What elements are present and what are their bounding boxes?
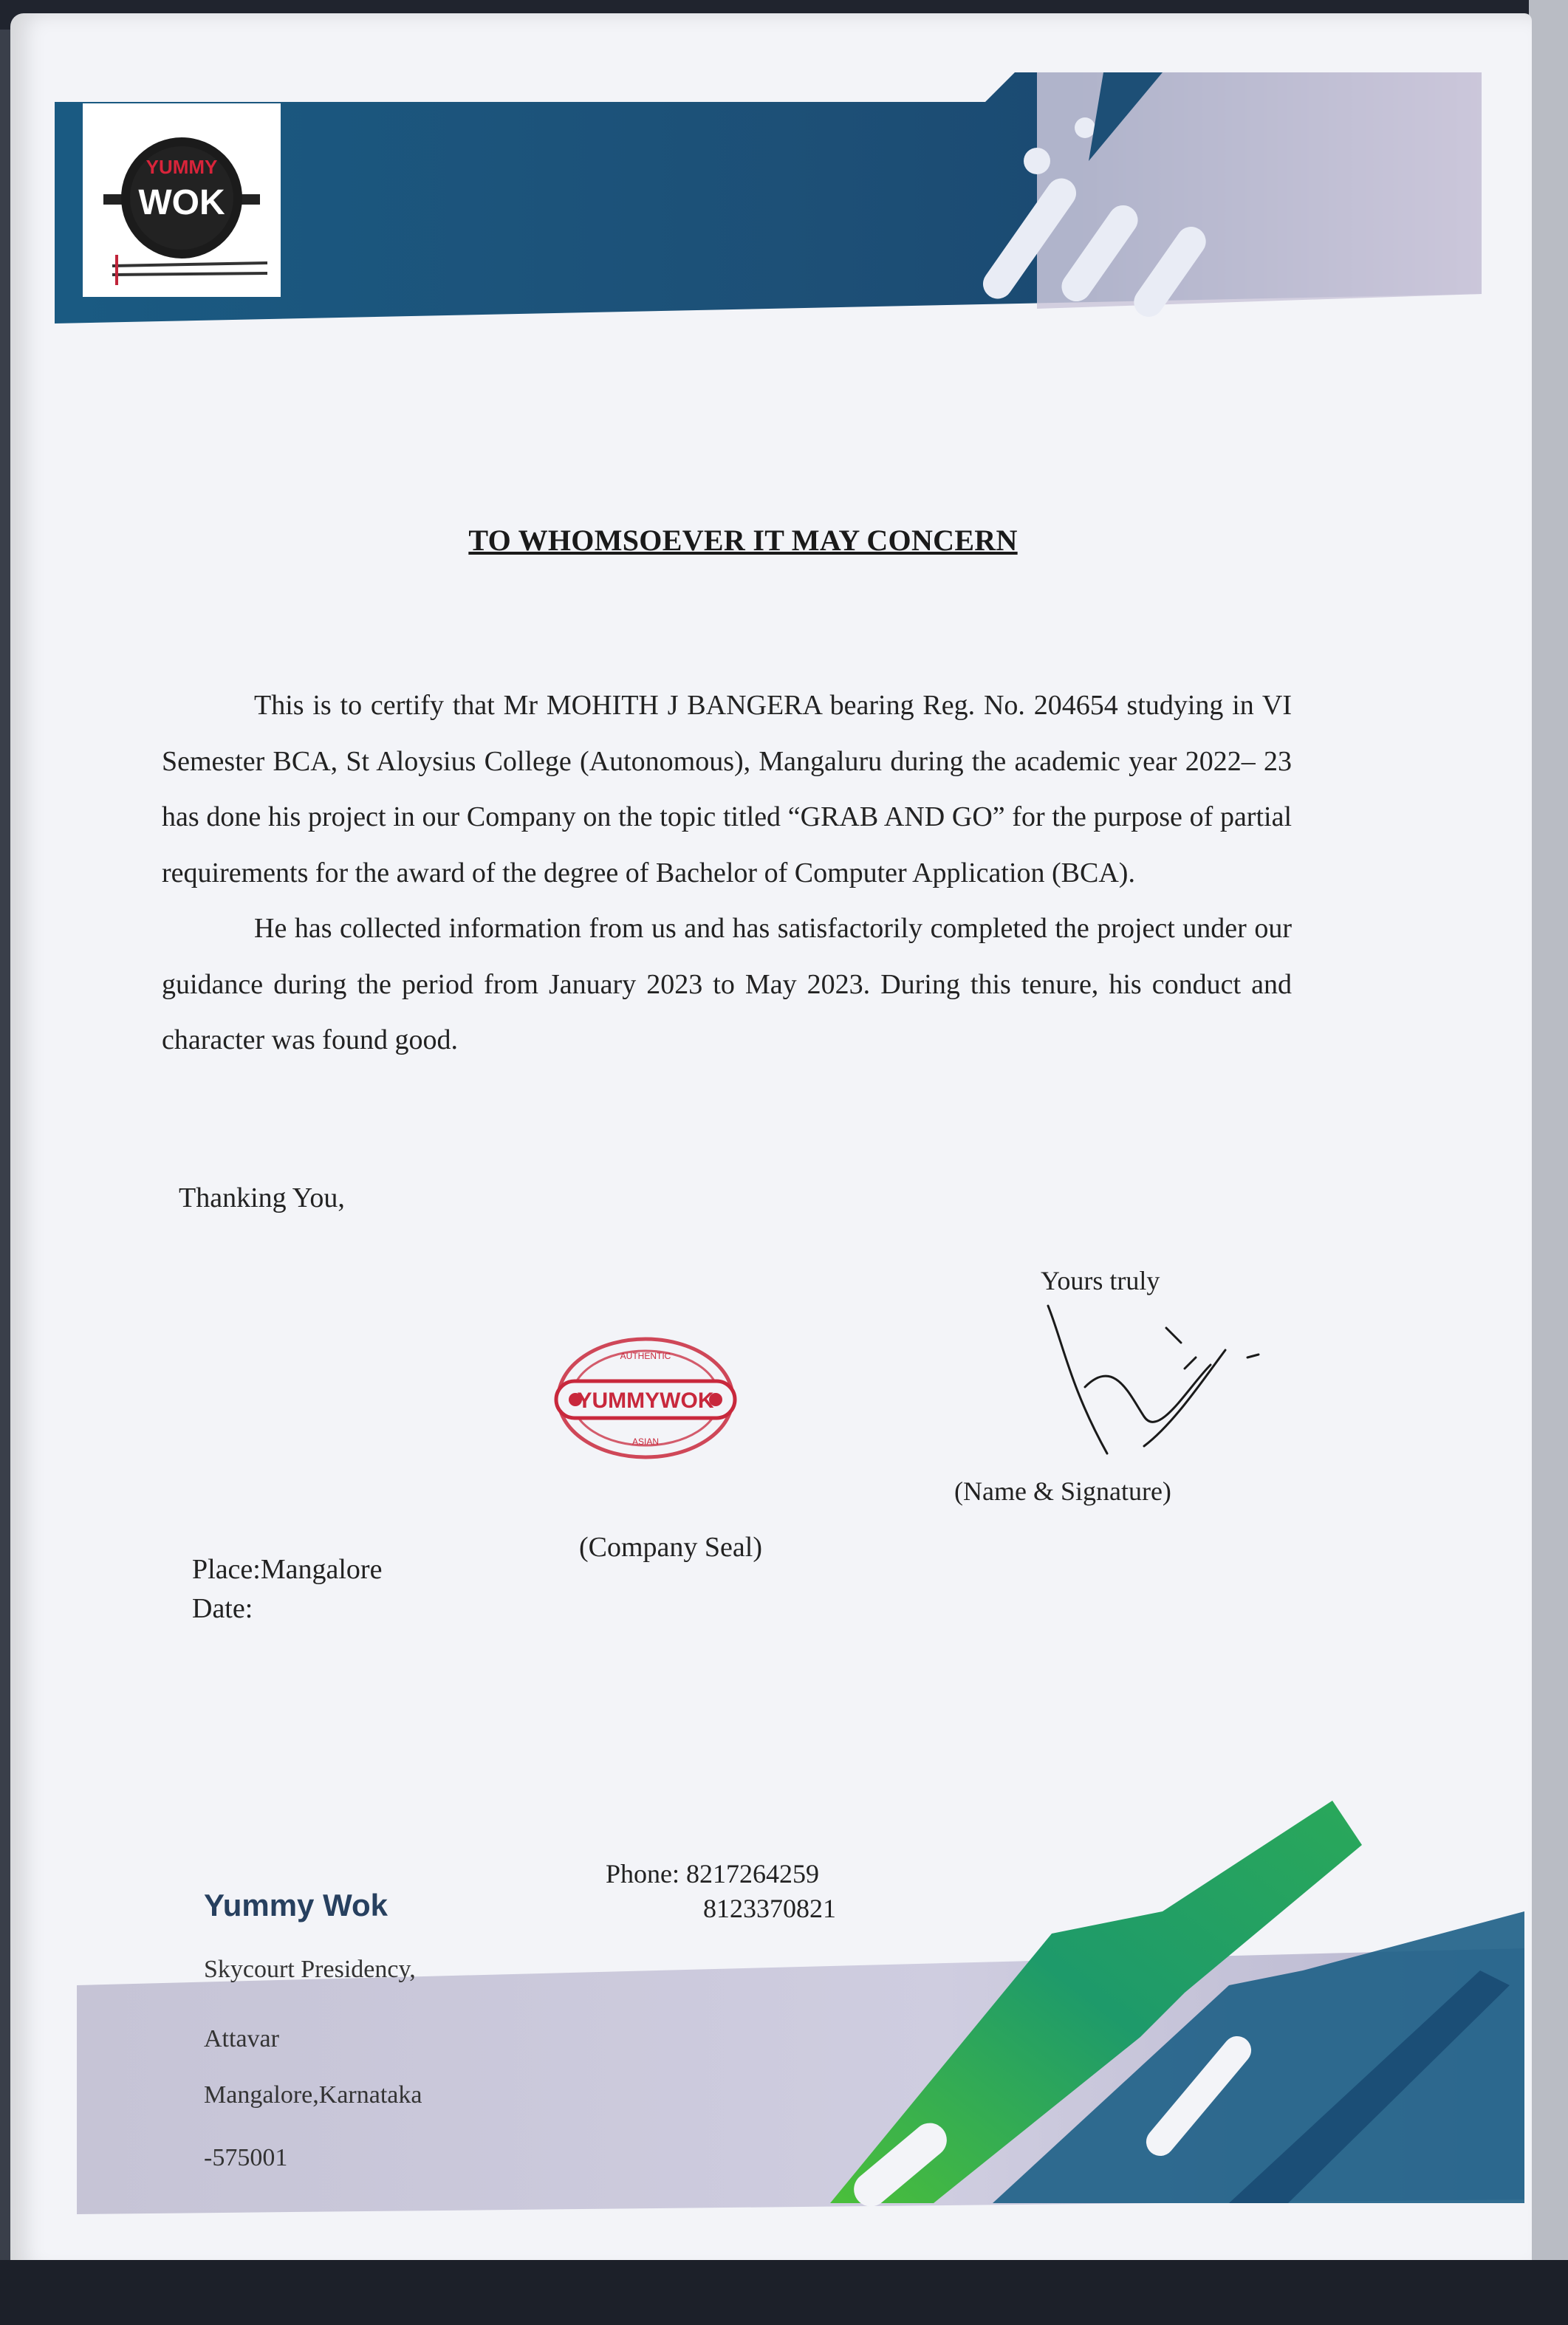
footer-company-name: Yummy Wok [204, 1888, 388, 1922]
seal-ring-bottom-text: ASIAN [631, 1437, 660, 1447]
footer-address-line-1: Skycourt Presidency, [204, 1956, 416, 1983]
yours-truly-text: Yours truly [1041, 1266, 1160, 1295]
handwritten-signature [1033, 1298, 1270, 1476]
logo-text-main: WOK [138, 183, 225, 222]
background-right [1529, 0, 1568, 2325]
footer-phone-2: 8123370821 [703, 1894, 836, 1923]
footer-address-line-2: Attavar [204, 2025, 279, 2052]
letter-page [10, 13, 1532, 2273]
name-signature-label: (Name & Signature) [954, 1476, 1171, 1506]
seal-text: YUMMYWOK [577, 1389, 714, 1413]
seal-ring-top-text: AUTHENTIC [620, 1351, 671, 1361]
background-bottom [0, 2260, 1568, 2325]
letter-title: TO WHOMSOEVER IT MAY CONCERN [468, 524, 1018, 557]
footer-address-line-4: -575001 [204, 2144, 288, 2171]
letter-body [162, 678, 1292, 1069]
logo-text-top: YUMMY [145, 156, 218, 178]
footer-phone-1: Phone: 8217264259 [606, 1859, 820, 1889]
paragraph-2: He has collected information from us and has satisfactorily completed the project under our guidance during the period from January 2023 to May 2023. During this tenure, his conduct and character was found good. [162, 913, 1292, 1055]
company-seal-label: (Company Seal) [579, 1532, 763, 1563]
paragraph-1: This is to certify that Mr MOHITH J BANGERA bearing Reg. No. 204654 studying in VI Semester BCA, St Aloysius College (Autonomous), Mangaluru during the academic year 2022– 23 has done his project in our Company on the topic titled “GRAB AND GO” for the purpose of partial requirements for the award of the degree of Bachelor of Computer Application (BCA). [162, 690, 1292, 888]
footer-address-line-3: Mangalore,Karnataka [204, 2081, 422, 2109]
wok-logo-icon [83, 103, 281, 297]
place-field: Place:Mangalore [192, 1554, 383, 1585]
closing-text: Thanking You, [179, 1182, 345, 1213]
company-logo [83, 103, 281, 297]
date-field: Date: [192, 1593, 253, 1624]
company-seal-stamp [546, 1328, 745, 1468]
